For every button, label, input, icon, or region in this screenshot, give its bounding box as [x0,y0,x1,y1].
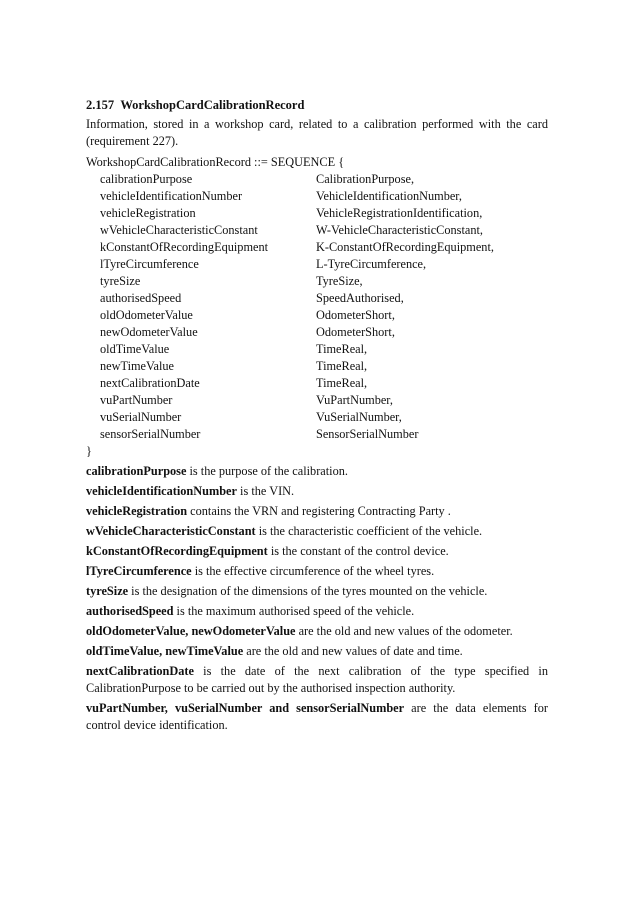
sequence-field-row [86,426,548,443]
field-description [86,643,548,660]
sequence-field-row [86,307,548,324]
sequence-field-row [86,171,548,188]
sequence-field-row [86,222,548,239]
description-term-separator: and [262,701,297,715]
sequence-field-row [86,375,548,392]
field-description [86,463,548,480]
field-type: SpeedAuthorised, [316,291,404,305]
sequence-field-row [86,205,548,222]
field-description [86,563,548,580]
description-term-separator: , [185,624,192,638]
description-term: nextCalibrationDate [86,664,194,678]
field-name: vehicleIdentificationNumber [100,189,243,203]
field-description [86,503,548,520]
description-term: calibrationPurpose [86,464,187,478]
field-type: K-ConstantOfRecordingEquipment, [316,240,494,254]
field-name: vuPartNumber [100,393,173,407]
description-term: vehicleRegistration [86,504,188,518]
field-name: nextCalibrationDate [100,376,200,390]
field-description [86,700,548,734]
field-type: OdometerShort, [316,325,395,339]
field-description [86,663,548,697]
section-title: WorkshopCardCalibrationRecord [120,98,305,112]
field-name: newOdometerValue [100,325,198,339]
field-description [86,543,548,560]
description-term: authorisedSpeed [86,604,174,618]
description-text: is the purpose of the calibration. [186,464,348,478]
section-heading [86,97,548,114]
field-description [86,583,548,600]
field-type: VehicleIdentificationNumber, [316,189,462,203]
description-text: is the VIN. [236,484,295,498]
description-term: newTimeValue [165,644,244,658]
description-text: is the effective circumference of the wheel tyres. [191,564,435,578]
description-term-separator: , [164,701,175,715]
description-term: wVehicleCharacteristicConstant [86,524,256,538]
description-term: oldOdometerValue [86,624,186,638]
sequence-fields [86,171,548,443]
field-name: vehicleRegistration [100,206,196,220]
field-name: lTyreCircumference [100,257,199,271]
field-description [86,623,548,640]
field-name: vuSerialNumber [100,410,182,424]
field-type: CalibrationPurpose, [316,172,415,186]
sequence-closing-brace: } [86,444,92,458]
field-type: VehicleRegistrationIdentification, [316,206,483,220]
description-text: is the characteristic coefficient of the vehicle. [255,524,483,538]
field-name: oldTimeValue [100,342,170,356]
description-text: is the designation of the dimensions of the tyres mounted on the vehicle. [128,584,488,598]
sequence-declaration: WorkshopCardCalibrationRecord ::= SEQUENCE { [86,155,345,169]
sequence-field-row [86,324,548,341]
description-term: vuSerialNumber [174,701,263,715]
field-name: oldOdometerValue [100,308,193,322]
field-type: OdometerShort, [316,308,395,322]
field-description [86,603,548,620]
sequence-field-row [86,409,548,426]
field-type: TyreSize, [316,274,363,288]
field-description [86,483,548,500]
document-content [86,97,548,737]
description-text: are the old and new values of the odometer. [295,624,513,638]
description-term: tyreSize [86,584,129,598]
description-term: sensorSerialNumber [296,701,405,715]
field-descriptions [86,463,548,734]
field-name: newTimeValue [100,359,175,373]
field-name: kConstantOfRecordingEquipment [100,240,269,254]
description-text: are the data elements for control device identification. [86,701,548,732]
description-text: contains the VRN and registering Contracting Party . [187,504,451,518]
description-term-separator: , [159,644,166,658]
field-type: TimeReal, [316,342,368,356]
description-text: is the date of the next calibration of the type specified in CalibrationPurpose to be carried out by the authorised inspection authority. [86,664,548,695]
field-type: W-VehicleCharacteristicConstant, [316,223,483,237]
field-type: VuPartNumber, [316,393,393,407]
field-name: calibrationPurpose [100,172,193,186]
description-term: kConstantOfRecordingEquipment [86,544,268,558]
field-type: TimeReal, [316,359,368,373]
section-intro: Information, stored in a workshop card, related to a calibration performed with the card (requirement 227). [86,117,548,148]
description-text: are the old and new values of date and time. [243,644,463,658]
sequence-field-row [86,256,548,273]
sequence-field-row [86,341,548,358]
sequence-field-row [86,358,548,375]
sequence-field-row [86,273,548,290]
sequence-field-row [86,392,548,409]
sequence-field-row [86,188,548,205]
description-term: newOdometerValue [191,624,296,638]
sequence-field-row [86,239,548,256]
field-type: SensorSerialNumber [316,427,419,441]
description-term: lTyreCircumference [86,564,192,578]
field-name: authorisedSpeed [100,291,182,305]
field-name: wVehicleCharacteristicConstant [100,223,258,237]
description-text: is the maximum authorised speed of the vehicle. [173,604,415,618]
field-name: sensorSerialNumber [100,427,201,441]
field-type: VuSerialNumber, [316,410,402,424]
field-description [86,523,548,540]
section-number: 2.157 [86,98,115,112]
sequence-field-row [86,290,548,307]
description-term: vuPartNumber [86,701,165,715]
description-term: oldTimeValue [86,644,160,658]
description-text: is the constant of the control device. [267,544,449,558]
field-type: L-TyreCircumference, [316,257,427,271]
field-name: tyreSize [100,274,141,288]
field-type: TimeReal, [316,376,368,390]
description-term: vehicleIdentificationNumber [86,484,237,498]
